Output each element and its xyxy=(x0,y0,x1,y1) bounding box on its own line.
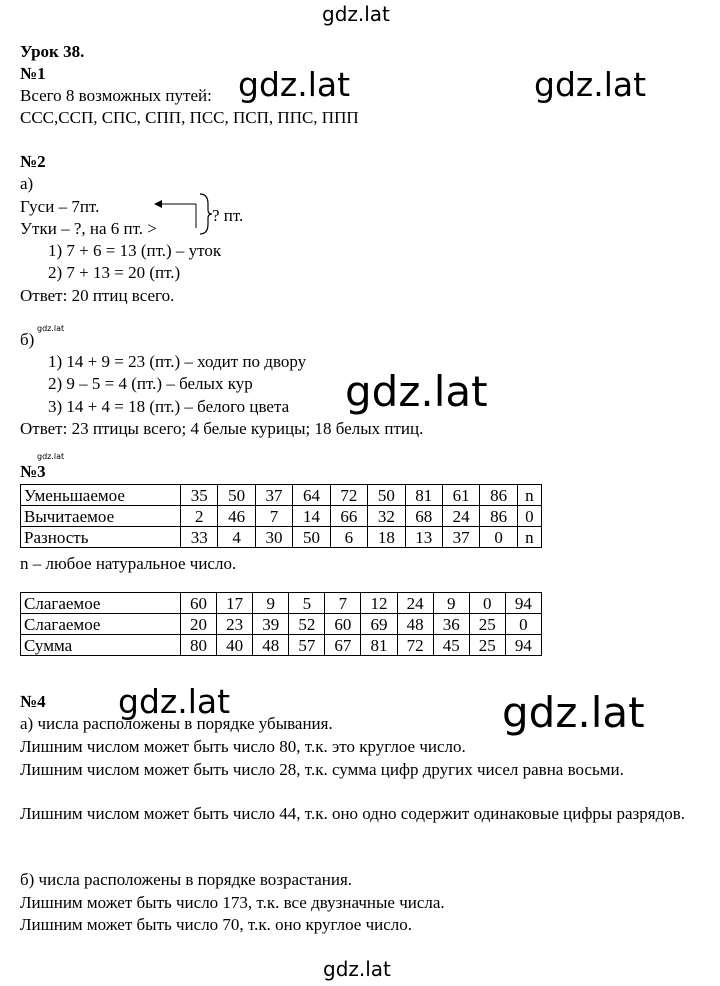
table-cell: 2 xyxy=(181,506,218,527)
task2a-answer: Ответ: 20 птиц всего. xyxy=(20,286,175,305)
task2a-ducks: Утки – ?, на 6 пт. > xyxy=(20,219,157,238)
table-cell: 0 xyxy=(480,527,517,548)
table-cell: 60 xyxy=(325,614,361,635)
task3-number: №3 xyxy=(20,462,46,481)
task2b-step3: 3) 14 + 4 = 18 (пт.) – белого цвета xyxy=(48,397,290,416)
task2b-step2: 2) 9 – 5 = 4 (пт.) – белых кур xyxy=(48,374,253,393)
task4b-intro: б) числа расположены в порядке возрастания. xyxy=(20,870,353,889)
table-cell: 81 xyxy=(405,485,442,506)
task2a-geese: Гуси – 7пт. xyxy=(20,197,100,216)
task4a-line2: Лишним числом может быть число 28, т.к. сумма цифр других чисел равна восьми. xyxy=(20,760,624,779)
table-row xyxy=(21,506,542,527)
addition-table xyxy=(20,592,542,656)
table-cell: 24 xyxy=(442,506,479,527)
table-cell: 72 xyxy=(397,635,433,656)
table-cell: 80 xyxy=(181,635,217,656)
task4a-line1: Лишним числом может быть число 80, т.к. это круглое число. xyxy=(20,737,466,756)
table-cell: 81 xyxy=(361,635,397,656)
task2b-label: б) xyxy=(20,330,35,349)
table-cell: 61 xyxy=(442,485,479,506)
task1-number: №1 xyxy=(20,64,46,83)
task2b-step1: 1) 14 + 9 = 23 (пт.) – ходит по двору xyxy=(48,352,307,371)
table-cell: 48 xyxy=(253,635,289,656)
table-cell: 6 xyxy=(330,527,367,548)
table-cell: 25 xyxy=(469,635,505,656)
table-cell: 36 xyxy=(433,614,469,635)
table-cell: 86 xyxy=(480,485,517,506)
table-cell: 64 xyxy=(293,485,330,506)
table-cell: 9 xyxy=(433,593,469,614)
table-cell: 94 xyxy=(505,593,541,614)
watermark-overlay-5: gdz.lat xyxy=(502,688,645,737)
table-cell: 0 xyxy=(505,614,541,635)
table-cell: 7 xyxy=(325,593,361,614)
task2b-answer: Ответ: 23 птицы всего; 4 белые курицы; 18 белых птиц. xyxy=(20,419,424,438)
table-row xyxy=(21,485,542,506)
table-cell: 50 xyxy=(368,485,405,506)
subtraction-table xyxy=(20,484,542,548)
table-cell: 0 xyxy=(469,593,505,614)
table-cell: n xyxy=(517,485,541,506)
table-cell: 86 xyxy=(480,506,517,527)
table-cell: 0 xyxy=(517,506,541,527)
task1-text-line2: ССС,ССП, СПС, СПП, ПСС, ПСП, ППС, ППП xyxy=(20,108,359,127)
table-cell: 52 xyxy=(289,614,325,635)
table-cell: 45 xyxy=(433,635,469,656)
task2a-step1: 1) 7 + 6 = 13 (пт.) – уток xyxy=(48,241,222,260)
table-cell: 50 xyxy=(218,485,255,506)
watermark-small-1: gdz.lat xyxy=(37,324,65,333)
header-watermark: gdz.lat xyxy=(322,2,390,26)
table-row xyxy=(21,593,542,614)
table-cell: 37 xyxy=(255,485,292,506)
comparison-arrow-icon xyxy=(150,190,220,240)
task4a-line3: Лишним числом может быть число 44, т.к. оно одно содержит одинаковые цифры разрядов. xyxy=(20,804,686,823)
row-label: Слагаемое xyxy=(21,614,181,635)
table-cell: 9 xyxy=(253,593,289,614)
table-cell: 20 xyxy=(181,614,217,635)
table-cell: 12 xyxy=(361,593,397,614)
table-cell: 23 xyxy=(217,614,253,635)
table-cell: 7 xyxy=(255,506,292,527)
table-cell: 13 xyxy=(405,527,442,548)
table-cell: 24 xyxy=(397,593,433,614)
table-cell: 35 xyxy=(181,485,218,506)
table-cell: 50 xyxy=(293,527,330,548)
table-row xyxy=(21,635,542,656)
task4b-line1: Лишним может быть число 173, т.к. все двузначные числа. xyxy=(20,893,445,912)
table-cell: 68 xyxy=(405,506,442,527)
table-row xyxy=(21,527,542,548)
table-cell: 33 xyxy=(181,527,218,548)
table-cell: n xyxy=(517,527,541,548)
row-label: Уменьшаемое xyxy=(21,485,181,506)
table-cell: 39 xyxy=(253,614,289,635)
watermark-small-2: gdz.lat xyxy=(37,452,65,461)
table-cell: 14 xyxy=(293,506,330,527)
table-cell: 46 xyxy=(218,506,255,527)
table-cell: 67 xyxy=(325,635,361,656)
table-cell: 57 xyxy=(289,635,325,656)
task4b-line2: Лишним может быть число 70, т.к. оно круглое число. xyxy=(20,915,412,934)
task1-text-line1: Всего 8 возможных путей: xyxy=(20,86,212,105)
row-label: Слагаемое xyxy=(21,593,181,614)
table-cell: 48 xyxy=(397,614,433,635)
table-cell: 30 xyxy=(255,527,292,548)
table-cell: 94 xyxy=(505,635,541,656)
row-label: Разность xyxy=(21,527,181,548)
table-cell: 5 xyxy=(289,593,325,614)
table-row xyxy=(21,614,542,635)
footer-watermark: gdz.lat xyxy=(323,957,391,981)
task2a-question: ? пт. xyxy=(212,206,244,225)
row-label: Сумма xyxy=(21,635,181,656)
task4-number: №4 xyxy=(20,692,46,711)
table-cell: 4 xyxy=(218,527,255,548)
table-cell: 32 xyxy=(368,506,405,527)
table-cell: 40 xyxy=(217,635,253,656)
table-cell: 66 xyxy=(330,506,367,527)
watermark-overlay-2: gdz.lat xyxy=(534,65,647,104)
table-cell: 60 xyxy=(181,593,217,614)
task4a-intro: а) числа расположены в порядке убывания. xyxy=(20,714,333,733)
watermark-overlay-4: gdz.lat xyxy=(118,682,231,721)
table-cell: 25 xyxy=(469,614,505,635)
table-cell: 69 xyxy=(361,614,397,635)
table-cell: 17 xyxy=(217,593,253,614)
watermark-overlay-1: gdz.lat xyxy=(238,65,351,104)
lesson-title: Урок 38. xyxy=(20,42,85,61)
table-cell: 37 xyxy=(442,527,479,548)
task3-note: n – любое натуральное число. xyxy=(20,554,237,573)
task2-number: №2 xyxy=(20,152,46,171)
watermark-overlay-3: gdz.lat xyxy=(345,367,488,416)
table-cell: 18 xyxy=(368,527,405,548)
task2a-step2: 2) 7 + 13 = 20 (пт.) xyxy=(48,263,181,282)
row-label: Вычитаемое xyxy=(21,506,181,527)
table-cell: 72 xyxy=(330,485,367,506)
task2a-label: а) xyxy=(20,174,34,193)
